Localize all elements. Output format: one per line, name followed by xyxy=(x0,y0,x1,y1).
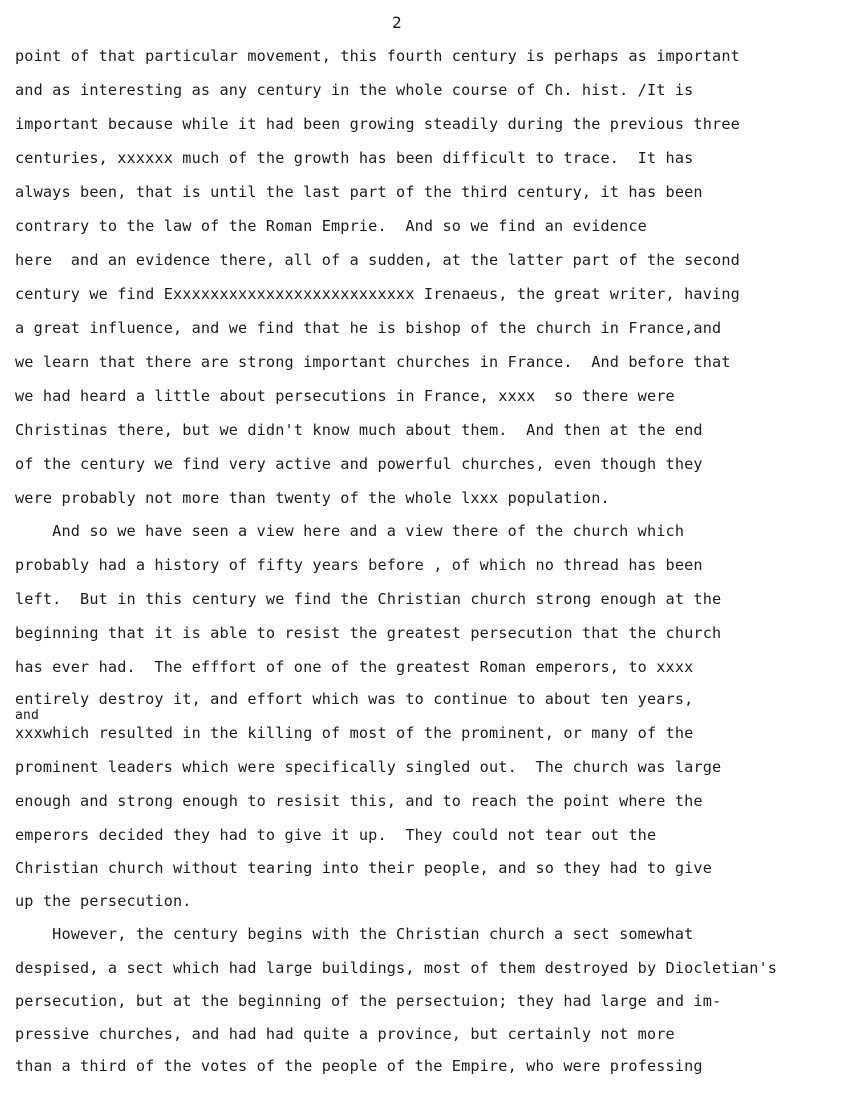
text-line: centuries, xxxxxx much of the growth has been difficult to trace. It has xyxy=(15,149,694,167)
text-line: always been, that is until the last part of the third century, it has been xyxy=(15,183,703,201)
text-line: pressive churches, and had had quite a province, but certainly not more xyxy=(15,1025,675,1043)
text-line: of the century we find very active and powerful churches, even though they xyxy=(15,455,703,473)
text-line: and as interesting as any century in the whole course of Ch. hist. /It is xyxy=(15,81,694,99)
text-line: point of that particular movement, this fourth century is perhaps as important xyxy=(15,47,740,65)
text-line: beginning that it is able to resist the greatest persecution that the church xyxy=(15,624,722,642)
text-line: probably had a history of fifty years before , of which no thread has been xyxy=(15,556,703,574)
text-line: xxxwhich resulted in the killing of most of the prominent, or many of the xyxy=(15,724,694,742)
text-line: However, the century begins with the Christian church a sect somewhat xyxy=(15,925,694,943)
text-line: left. But in this century we find the Christian church strong enough at the xyxy=(15,590,722,608)
text-line: than a third of the votes of the people of the Empire, who were professing xyxy=(15,1057,703,1075)
text-line: were probably not more than twenty of the whole lxxx population. xyxy=(15,489,610,507)
text-line: we learn that there are strong important churches in France. And before that xyxy=(15,353,731,371)
text-line: we had heard a little about persecutions in France, xxxx so there were xyxy=(15,387,675,405)
text-line: persecution, but at the beginning of the persectuion; they had large and im- xyxy=(15,992,722,1010)
text-line: despised, a sect which had large buildings, most of them destroyed by Diocletian's xyxy=(15,959,778,977)
page-number: 2 xyxy=(392,13,402,32)
text-line: a great influence, and we find that he is bishop of the church in France,and xyxy=(15,319,722,337)
inserted-word: and xyxy=(15,708,39,723)
text-line: Christian church without tearing into their people, and so they had to give xyxy=(15,859,713,877)
text-line: century we find Exxxxxxxxxxxxxxxxxxxxxxxxxx Irenaeus, the great writer, having xyxy=(15,285,740,303)
text-line: entirely destroy it, and effort which was to continue to about ten years, xyxy=(15,690,694,708)
text-line: up the persecution. xyxy=(15,892,192,910)
text-line: prominent leaders which were specifically singled out. The church was large xyxy=(15,758,722,776)
text-line: And so we have seen a view here and a view there of the church which xyxy=(15,522,685,540)
text-line: contrary to the law of the Roman Emprie. And so we find an evidence xyxy=(15,217,647,235)
text-line: Christinas there, but we didn't know much about them. And then at the end xyxy=(15,421,703,439)
text-line: important because while it had been growing steadily during the previous three xyxy=(15,115,740,133)
text-line: emperors decided they had to give it up. They could not tear out the xyxy=(15,826,657,844)
text-line: has ever had. The efffort of one of the greatest Roman emperors, to xxxx xyxy=(15,658,694,676)
text-line: enough and strong enough to resisit this, and to reach the point where the xyxy=(15,792,703,810)
text-line: here and an evidence there, all of a sudden, at the latter part of the second xyxy=(15,251,740,269)
